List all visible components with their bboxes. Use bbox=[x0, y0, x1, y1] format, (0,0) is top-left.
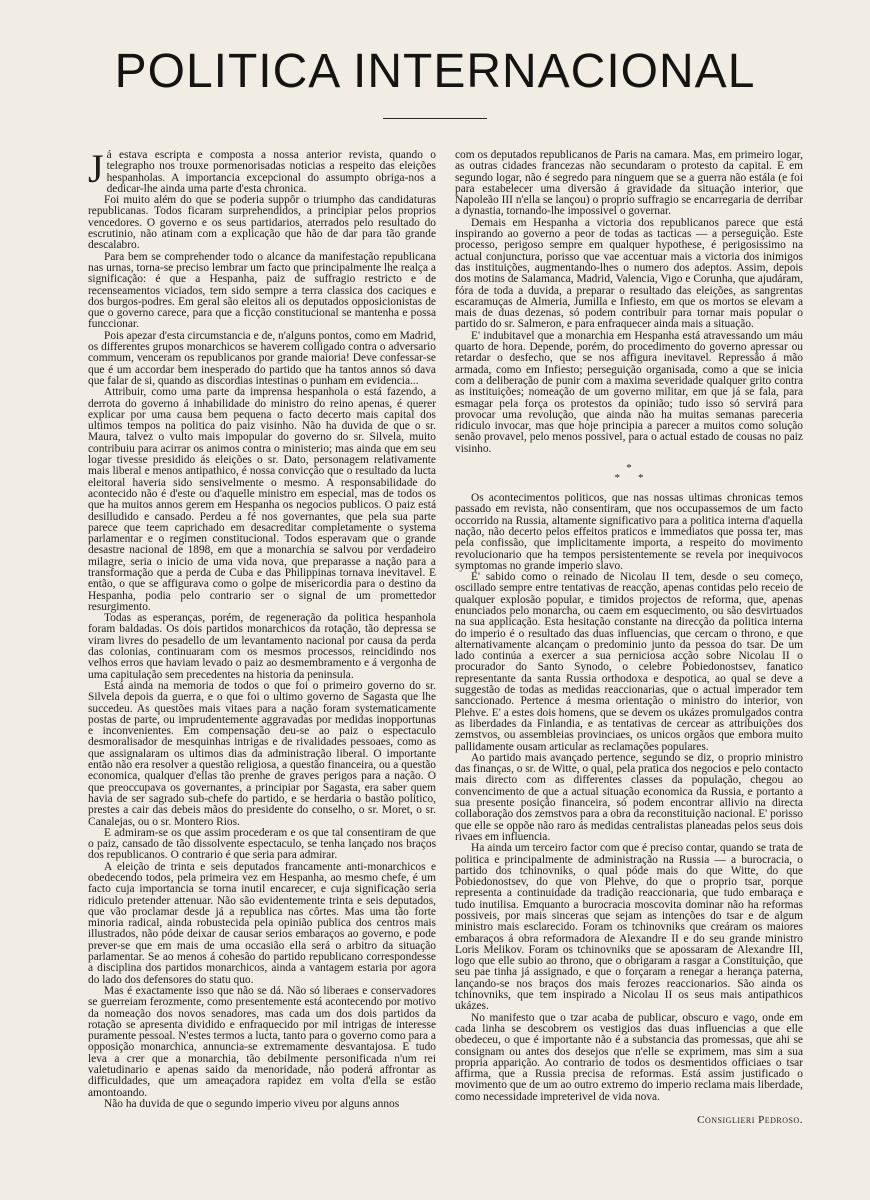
separator-star: * bbox=[626, 462, 632, 475]
article-title: POLITICA INTERNACIONAL bbox=[114, 45, 756, 98]
article-paragraph: E admiram-se os que assim procederam e os que tal consentiram de que o paiz, cansado de tão dissolvente espectaculo, se tenha lançado nos braços dos republicanos. O contrario é que seria para admirar. bbox=[88, 826, 436, 862]
article-paragraph: Ha ainda um terceiro factor com que é preciso contar, quando se trata de politica e principalmente de administração na Russia — a burocracia, o partido dos tchinovniks, o qual póde mais do que Witte, do que Pobiedonostsev, do que von Plehve, do que o proprio tsar, porque representa a continuidade da tradição reaccionaria, que tudo embaraça e tudo inutilisa. Emquanto a burocracia moscovita dominar não ha reformas possiveis, por mais sinceras que sejam as intenções do tsar e de algum ministro mais esclarecido. Foram os tchinovniks que creáram os maiores embaraços á obra reformadora de Alexandre II e do seu grande ministro Loris Melikov. Foram os tchinovniks que se apossaram de Alexandre III, logo que elle subio ao throno, que o obrigaram a rasgar a Constituição, que seu pae tinha já assignado, e que o forçaram a renegar a herança paterna, lançando-se nos braços dos mais ferozes reaccionarios. São ainda os tchinovniks, que tem inspirado a Nicolau II os seus mais antipathicos ukázes. bbox=[455, 842, 803, 1013]
separator-star: * bbox=[614, 472, 638, 485]
article-paragraph: E' sabido como o reinado de Nicolau II tem, desde o seu começo, oscillado sempre entre tentativas de reacção, apenas contidas pelo receio de qualquer explosão popular, e timidos projectos de reforma, que, apenas enunciados pelo monarcha, ou caem em esquecimento, ou são desvirtuados na sua applicação. Esta hesitação constante na direcção da politica interna do imperio é o resultado das duas influencias, que cercam o throno, e que alternativamente alcançam o predominio junto da pessoa do tsar. De um lado continúa a exercer a sua perniciosa acção sobre Nicolau II o procurador do Santo Synodo, o celebre Pobiedonostsev, fanatico representante da santa Russia orthodoxa e despotica, ao qual se deve a suggestão de todas as medidas reaccionarias, que o actual imperador tem sanccionado. Pertence á mesma orientação o ministro do interior, von Plehve. E' a estes dois homens, que se devem os ukázes promulgados contra as liberdades da Finlandia, e as tentativas de cercear as attribuições dos zemstvos, ou assembleias provinciaes, os unicos orgãos que embora muito pallidamente ousam articular as reclamações populares. bbox=[455, 571, 803, 753]
article-paragraph: Está ainda na memoria de todos o que foi o primeiro governo do sr. Silvela depois da guerra, e o que foi o ultimo governo de Sagasta que lhe succedeu. As questões mais vitaes para a nação foram systematicamente postas de parte, ou imprudentemente aggravadas por medidas inopportunas e inconvenientes. Em compensação deu-se ao paiz o espectaculo desmoralisador de mesquinhas intrigas e de rivalidades pessoaes, como as que assignalaram os ultimos dias da administração liberal. O importante então não era resolver a questão religiosa, a questão financeira, ou a questão economica, qualquer d'ellas tão prenhe de graves perigos para a nação. O que preoccupava os governantes, a principiar por Sagasta, era saber quem havia de ser sagrado sub-chefe do partido, e se herdaria o bastão politico, prestes a cair das debeis mãos do presidente do conselho, o sr. Moret, o sr. Canalejas, ou o sr. Montero Rios. bbox=[88, 679, 436, 828]
title-divider bbox=[383, 118, 487, 119]
article-paragraph: No manifesto que o tzar acaba de publicar, obscuro e vago, onde em cada linha se descobrem os vestigios das duas influencias a que elle obedeceu, o que é importante não é a substancia das promessas, que ahi se consignam ou antes dos desejos que n'elle se exprimem, mas sim a sua propria apparição. Ao contrario de todos os desmentidos officiaes o tsar affirma, que a Russia precisa de reformas. Está assim justificado o movimento que de um ao outro extremo do imperio reclama mais liberdade, como necessidade impreterivel de vida nova. bbox=[455, 1011, 803, 1103]
separator-star: * bbox=[638, 472, 662, 485]
article-paragraph: Já estava escripta e composta a nossa anterior revista, quando o telegrapho nos trouxe pormenorisadas noticias a respeito das eleições hespanholas. A importancia excepcional do assumpto obriga-nos a dedicar-lhe ainda uma parte d'esta chronica. bbox=[88, 146, 436, 195]
article-paragraph: Mas é exactamente isso que não se dá. Não só liberaes e conservadores se guerreiam ferozmente, como presentemente está acontecendo por motivo da nomeação dos novos senadores, mas cada um dos dois partidos da rotação se apresenta dividido e enfraquecido por mil intrigas de interesse puramente pessoal. N'estes termos a lucta, tanto para o governo como para a opposição monarchica, annuncia-se extremamente desvantajosa. E tudo leva a crer que a monarchia, tão debilmente personificada n'um rei valetudinario e apenas saido da menoridade, não poderá affrontar as difficuldades, que um ameaçadora rapidez em volta d'ella se estão amontoando. bbox=[88, 984, 436, 1099]
article-paragraph: Os acontecimentos politicos, que nas nossas ultimas chronicas temos passado em revista, não consentiram, que nos occupassemos de um facto occorrido na Russia, altamente significativo para a politica interna d'aquella nação, não decerto pelos effeitos praticos e immediatos que possa ter, mas pela confissão, que implicitamente importa, a respeito do movimento revolucionario que ha tempos persistentemente se revela por inequivocos symptomas no grande imperio slavo. bbox=[455, 492, 803, 572]
right-column bbox=[455, 150, 803, 1126]
section-separator bbox=[455, 463, 803, 483]
article-paragraph: Ao partido mais avançado pertence, segundo se diz, o proprio ministro das finanças, o sr. de Witte, o qual, pela pratica dos negocios e pelo contacto mais directo com as differentes classes da população, chegou ao convencimento de que a actual situação economica da Russia, e portanto a sua presente posição financeira, só podem encontrar allivio na directa collaboração dos zemstvos para a obra da reconstituição nacional. E' porisso que elle se oppõe não raro ás medidas centralistas planeadas pelos seus dois rivaes em influencia. bbox=[455, 751, 803, 843]
article-paragraph: com os deputados republicanos de Paris na camara. Mas, em primeiro logar, as outras cidades francezas não secundaram o protesto da capital. E em segundo logar, não é segredo para ninguem que se a guerra não estála (e foi para estabelecer uma diversão á gravidade da situação interior, que Napoleão III n'ella se lançou) o proprio suffragio se encarregaria de derribar a dynastia, tornando-lhe impossivel o governar. bbox=[455, 149, 803, 218]
left-column bbox=[88, 146, 436, 1110]
article-paragraph: Pois apezar d'esta circumstancia e de, n'alguns pontos, como em Madrid, os differentes grupos monarchicos se haverem colligado contra o adversario commum, venceram os republicanos por grande maioria! Deve confessar-se que é um accordar bem inesperado do partido que ha tantos annos só dava que falar de si, quando as discordias intestinas o punham em evidencia... bbox=[88, 329, 436, 387]
article-paragraph: Para bem se comprehender todo o alcance da manifestação republicana nas urnas, torna-se preciso lembrar um facto que principalmente lhe realça a significação: é que a Hespanha, paiz de suffragio restricto e de recenseamentos viciados, tem sido sempre a terra classica dos caciques e dos burgos-podres. Em geral são eleitos ali os deputados opposicionistas de que o governo carece, para que a ficção constitucional se mantenha e possa funccionar. bbox=[88, 250, 436, 331]
article-paragraph: Demais em Hespanha a victoria dos republicanos parece que está inspirando ao governo a peor de todas as tacticas — a perseguição. Este processo, perigoso sempre em qualquer hypothese, é perigosissimo na actual conjunctura, porisso que vae accentuar mais a victoria dos inimigos das instituições, augmentando-lhes o numero dos adeptos. Assim, depois dos motins de Salamanca, Madrid, Valencia, Vigo e Corunha, que ajudáram, fóra de toda a duvida, a preparar o resultado das eleições, as sangrentas escaramuças de Almeria, Jumilla e Infiesto, em que os mortos se elevam a mais de duas dezenas, só podem contribuir para tornar mais popular o partido do sr. Salmeron, e para enfraquecer ainda mais a situação. bbox=[455, 216, 803, 331]
author-signature: Consiglieri Pedroso. bbox=[697, 1114, 803, 1127]
drop-cap: J bbox=[88, 146, 104, 191]
article-paragraph: E' indubitavel que a monarchia em Hespanha está atravessando um máu quarto de hora. Depende, porém, do procedimento do governo apressar ou retardar o desfecho, que se nos affigura inevitavel. Repressão á mão armada, como em Infiesto; perseguição organisada, como a que se inicia com a deliberação de punir com a maxima severidade qualquer grito contra as instituições; nomeação de um governo militar, em que já se fala, para esmagar pela força os protestos da opinião; tudo isso só servirá para provocar uma revolução, que ainda não ha muitas semanas pareceria ridiculo invocar, mas que hoje principia a parecer a muitos como solução senão provavel, pelo menos possivel, para o actual estado de cousas no paiz visinho. bbox=[455, 329, 803, 455]
article-paragraph: Attribuir, como uma parte da imprensa hespanhola o está fazendo, a derrota do governo á inhabilidade do ministro do reino apenas, é querer explicar por uma causa bem pequena o facto decerto mais capital dos ultimos tempos na politica do paiz visinho. Não ha duvida de que o sr. Maura, talvez o vulto mais impopular do governo do sr. Silvela, muito contribuiu para acirrar os animos contra o ministerio; mas ainda que em seu logar tivesse presidido ás eleições o sr. Dato, personagem relativamente mais liberal e menos antipathico, é nossa convicção que o resultado da lucta eleitoral haveria sido sensivelmente o mesmo. A responsabilidade do acontecido não é d'este ou d'aquelle ministro em especial, mas de todos os que ha muitos annos gerem em Hespanha os negocios publicos. O paiz está desilludido e cansado. Perdeu a fé nos governantes, que pela sua parte parece que teem caprichado em desacreditar completamente o systema parlamentar e o regimen constitucional. Todos esperavam que o grande desastre nacional de 1898, em que a monarchia se salvou por verdadeiro milagre, seria o inicio de uma vida nova, que preparasse a nação para a transformação que a perda de Cuba e das Philippinas tornava inevitavel. E então, o que se affigurava como o golpe de misericordia para o destino da Hespanha, podia pelo contrario ser o signal de um promettedor resurgimento. bbox=[88, 386, 436, 613]
article-paragraph: A eleição de trinta e seis deputados francamente anti-monarchicos e obedecendo todos, pela primeira vez em Hespanha, ao mesmo chefe, é um facto cuja importancia se torna inutil encarecer, e cuja significação seria ridiculo pretender attenuar. Não são evidentemente trinta e seis deputados, que vão proclamar desde já a republica nas côrtes. Mas uma tão forte minoria radical, ainda robustecida pela opinião publica dos centros mais illustrados, não póde deixar de causar serios embaraços ao governo, e pode prever-se que em mais de uma occasião ella será o arbitro da situação parlamentar. Se ao menos á cohesão do partido republicano correspondesse a disciplina dos partidos monarchicos, ainda a vantagem estaria por agora do lado dos defensores do statu quo. bbox=[88, 860, 436, 986]
article-paragraph: Todas as esperanças, porém, de regeneração da politica hespanhola foram baldadas. Os dois partidos monarchicos da rotação, tão depressa se viram livres do pesadello de um levantamento nacional por causa da perda das colonias, continuaram com os mesmos processos, reincidindo nos velhos erros que haviam levado o paiz ao desmembramento e á vergonha de uma capitulação sem precedentes na historia da peninsula. bbox=[88, 612, 436, 681]
article-paragraph: Não ha duvida de que o segundo imperio viveu por alguns annos bbox=[104, 1097, 400, 1110]
article-paragraph: Foi muito além do que se poderia suppôr o triumpho das candidaturas republicanas. Todos ficaram surprehendidos, a principiar pelos proprios vencedores. O governo e os seus partidarios, aterrados pelo resultado do escrutinio, não atinam com a explicação que hão de dar para tão grande descalabro. bbox=[88, 194, 436, 252]
